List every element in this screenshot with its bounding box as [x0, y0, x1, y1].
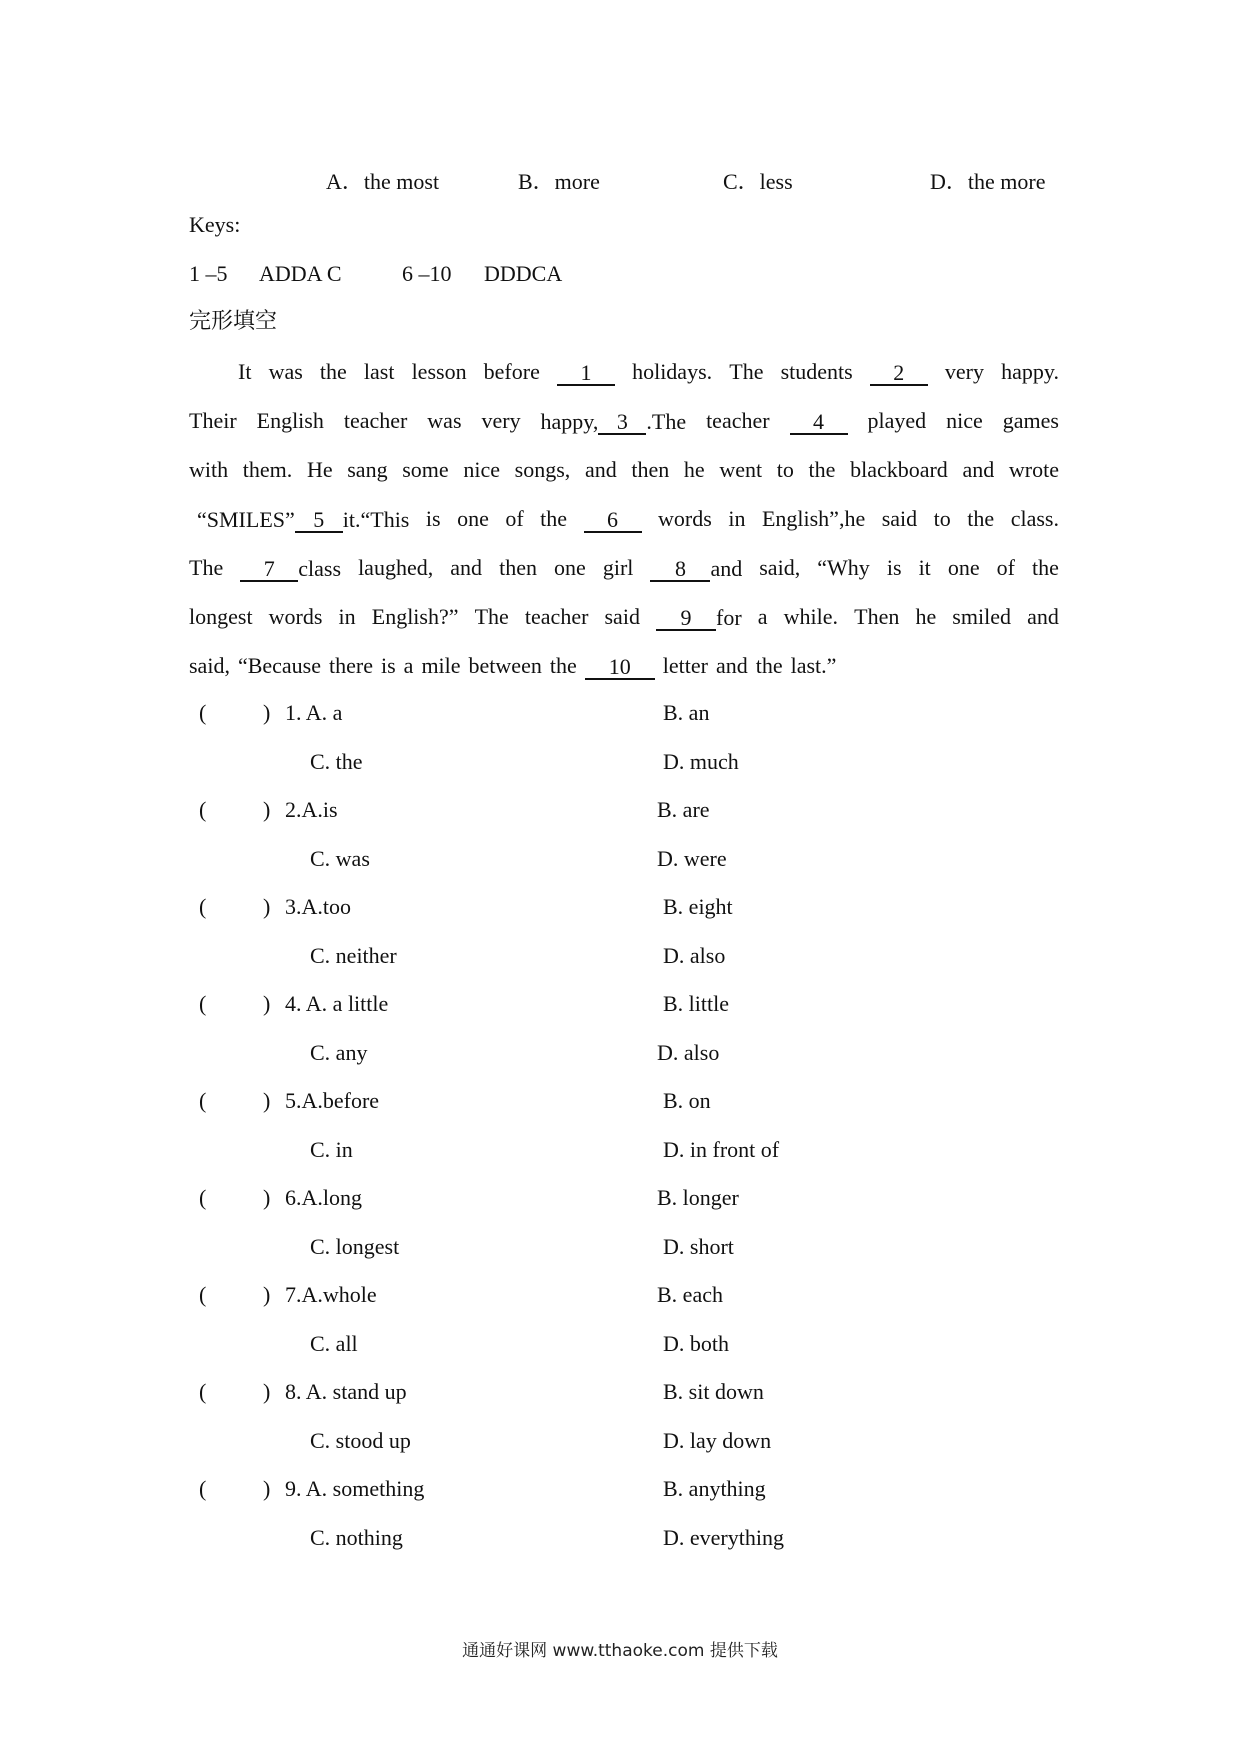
passage-word: and	[962, 457, 995, 482]
answer-paren-open: (	[199, 991, 207, 1016]
passage-word: teacher	[524, 604, 589, 629]
passage-word: nice	[946, 408, 983, 433]
answer-paren-open: (	[199, 1088, 207, 1113]
passage-word: longest	[189, 604, 253, 629]
passage-word: in	[338, 604, 356, 629]
passage-word: songs,	[514, 457, 571, 482]
answer-paren-close: )	[263, 797, 271, 822]
passage-word: the	[1032, 555, 1059, 580]
passage-word: He	[306, 457, 333, 482]
blank-8: 8	[650, 557, 710, 582]
answer-paren-open: (	[199, 894, 207, 919]
passage-word: mile	[421, 653, 461, 678]
question-option-d: D. everything	[663, 1525, 784, 1550]
blank-10: 10	[585, 655, 655, 680]
blank-4: 4	[790, 410, 848, 435]
question-option-a: 1. A. a	[285, 700, 343, 725]
passage-word: teacher	[706, 408, 770, 433]
question-option-a: 4. A. a little	[285, 991, 389, 1016]
question-option-d: D. much	[663, 749, 739, 774]
passage-word: class.	[1010, 506, 1059, 531]
passage-word: is	[425, 506, 441, 531]
passage-word: before	[483, 359, 540, 384]
passage-word: lesson	[411, 359, 467, 384]
keys-answers-2: DDDCA	[484, 261, 563, 286]
passage-word: one	[554, 555, 586, 580]
passage-word: The	[729, 359, 764, 384]
keys-label: Keys:	[189, 212, 241, 237]
question-option-b: B. each	[657, 1282, 723, 1307]
answer-paren-open: (	[199, 700, 207, 725]
blank-2: 2	[870, 361, 928, 386]
passage-word: letter	[662, 653, 708, 678]
question-option-c: C. in	[310, 1137, 353, 1162]
passage-word: It	[238, 359, 252, 384]
passage-word: was	[268, 359, 303, 384]
passage-word: words	[658, 506, 712, 531]
passage-line-3	[189, 459, 1059, 481]
option-c: C．less	[723, 169, 793, 194]
passage-word: happy, 3 .The	[540, 409, 687, 434]
passage-word: very	[944, 359, 984, 384]
passage-word	[870, 361, 928, 386]
passage-word: last.”	[790, 653, 837, 678]
blank-3: 3	[598, 410, 646, 435]
passage-word: some	[402, 457, 449, 482]
passage-word: English”,he	[761, 506, 866, 531]
passage-word: 7 class	[240, 557, 341, 582]
question-option-a: 8. A. stand up	[285, 1379, 407, 1404]
answer-paren-close: )	[263, 700, 271, 725]
question-option-c: C. was	[310, 846, 370, 871]
keys-answers-1: ADDA C	[259, 261, 342, 286]
passage-word: blackboard	[850, 457, 948, 482]
passage-word: girl	[602, 555, 634, 580]
passage-word: “Why	[817, 555, 870, 580]
section-title: 完形填空	[189, 309, 278, 334]
question-option-b: B. sit down	[663, 1379, 764, 1404]
question-option-d: D. short	[663, 1234, 734, 1259]
question-option-b: B. anything	[663, 1476, 766, 1501]
blank-9: 9	[656, 606, 716, 631]
passage-word: words	[268, 604, 323, 629]
answer-paren-open: (	[199, 797, 207, 822]
question-option-c: C. nothing	[310, 1525, 403, 1550]
answer-paren-open: (	[199, 1476, 207, 1501]
passage-word: then	[499, 555, 537, 580]
passage-word: last	[363, 359, 395, 384]
passage-word: and	[715, 653, 748, 678]
passage-word: a	[403, 653, 414, 678]
question-option-a: 5.A.before	[285, 1088, 380, 1113]
passage-word: of	[505, 506, 524, 531]
question-option-d: D. also	[657, 1040, 720, 1065]
passage-word: said	[604, 604, 640, 629]
passage-word: 8 and	[650, 557, 742, 582]
passage-word: and	[1027, 604, 1059, 629]
option-d: D．the more	[930, 169, 1046, 194]
passage-word: the	[967, 506, 995, 531]
question-option-b: B. on	[663, 1088, 711, 1113]
passage-word: is	[886, 555, 902, 580]
passage-word	[585, 655, 655, 680]
question-option-d: D. were	[657, 846, 727, 871]
page-footer: 通通好课网 www.tthaoke.com 提供下载	[462, 1641, 778, 1661]
option-a: A．the most	[326, 169, 440, 194]
question-option-d: D. also	[663, 943, 726, 968]
passage-word	[790, 410, 848, 435]
passage-word: he	[683, 457, 705, 482]
passage-line-4	[197, 508, 1059, 533]
question-option-c: C. any	[310, 1040, 368, 1065]
question-option-c: C. longest	[310, 1234, 400, 1259]
blank-1: 1	[557, 361, 615, 386]
passage-word: then	[631, 457, 670, 482]
passage-word: said,	[759, 555, 801, 580]
passage-word: Then	[854, 604, 900, 629]
answer-paren-open: (	[199, 1282, 207, 1307]
passage-word: there	[329, 653, 373, 678]
keys-range-2: 6 –10	[402, 261, 452, 286]
passage-word	[557, 361, 615, 386]
passage-word: very	[481, 408, 521, 433]
passage-word: them.	[242, 457, 293, 482]
passage-word: The	[474, 604, 509, 629]
passage-word	[584, 508, 642, 533]
passage-word: said,	[189, 653, 230, 678]
passage-line-5	[189, 557, 1059, 582]
passage-word: nice	[463, 457, 500, 482]
passage-word: with	[189, 457, 229, 482]
answer-paren-close: )	[263, 1282, 271, 1307]
passage-word: The	[189, 555, 224, 580]
blank-7: 7	[240, 557, 298, 582]
question-option-a: 3.A.too	[285, 894, 351, 919]
passage-word: the	[319, 359, 347, 384]
answer-paren-close: )	[263, 991, 271, 1016]
passage-word: smiled	[952, 604, 1011, 629]
passage-word: holidays.	[632, 359, 713, 384]
passage-word: “Because	[237, 653, 322, 678]
answer-paren-close: )	[263, 1185, 271, 1210]
passage-word: went	[719, 457, 763, 482]
passage-word: English?”	[371, 604, 459, 629]
question-option-a: 2.A.is	[285, 797, 338, 822]
question-option-d: D. both	[663, 1331, 729, 1356]
passage-word: English	[256, 408, 324, 433]
question-option-a: 6.A.long	[285, 1185, 362, 1210]
passage-word: 9 for	[656, 606, 742, 631]
passage-word: Their	[189, 408, 237, 433]
passage-word: students	[780, 359, 853, 384]
passage-word: played	[867, 408, 927, 433]
answer-paren-open: (	[199, 1379, 207, 1404]
passage-word: “SMILES” 5 it.“This	[197, 507, 410, 532]
answer-paren-close: )	[263, 1476, 271, 1501]
question-option-b: B. eight	[663, 894, 733, 919]
answer-paren-close: )	[263, 894, 271, 919]
answer-paren-open: (	[199, 1185, 207, 1210]
passage-word: wrote	[1008, 457, 1059, 482]
passage-word: to	[776, 457, 794, 482]
blank-6: 6	[584, 508, 642, 533]
passage-word: between	[468, 653, 542, 678]
passage-word: one	[947, 555, 980, 580]
passage-word: sang	[347, 457, 388, 482]
question-option-b: B. an	[663, 700, 710, 725]
passage-word: he	[915, 604, 937, 629]
passage-word: one	[457, 506, 489, 531]
passage-word: laughed,	[358, 555, 434, 580]
question-option-b: B. are	[657, 797, 710, 822]
passage-line-6	[189, 606, 1059, 631]
passage-word: in	[728, 506, 746, 531]
passage-word: is	[380, 653, 396, 678]
option-b: B．more	[518, 169, 600, 194]
question-option-c: C. all	[310, 1331, 358, 1356]
passage-word: the	[755, 653, 783, 678]
question-option-a: 7.A.whole	[285, 1282, 377, 1307]
question-option-b: B. little	[663, 991, 729, 1016]
passage-word: was	[427, 408, 462, 433]
passage-word: said	[881, 506, 918, 531]
answer-paren-close: )	[263, 1379, 271, 1404]
blank-5: 5	[295, 508, 343, 533]
question-option-d: D. in front of	[663, 1137, 780, 1162]
passage-word: happy.	[1001, 359, 1059, 384]
passage-line-7	[189, 655, 1059, 680]
passage-word: a	[757, 604, 768, 629]
question-option-c: C. the	[310, 749, 363, 774]
passage-word: the	[549, 653, 577, 678]
passage-word: and	[584, 457, 617, 482]
passage-word: and	[450, 555, 483, 580]
passage-word: while.	[783, 604, 839, 629]
question-option-d: D. lay down	[663, 1428, 772, 1453]
passage-word: the	[808, 457, 836, 482]
passage-line-1	[238, 361, 1059, 386]
passage-word: games	[1002, 408, 1059, 433]
question-option-a: 9. A. something	[285, 1476, 425, 1501]
question-option-c: C. neither	[310, 943, 397, 968]
passage-word: of	[996, 555, 1015, 580]
question-option-c: C. stood up	[310, 1428, 411, 1453]
passage-word: it	[918, 555, 931, 580]
question-option-b: B. longer	[657, 1185, 739, 1210]
passage-word: to	[933, 506, 951, 531]
keys-range-1: 1 –5	[189, 261, 228, 286]
passage-word: the	[540, 506, 568, 531]
passage-line-2	[189, 410, 1059, 435]
answer-paren-close: )	[263, 1088, 271, 1113]
passage-word: teacher	[343, 408, 408, 433]
